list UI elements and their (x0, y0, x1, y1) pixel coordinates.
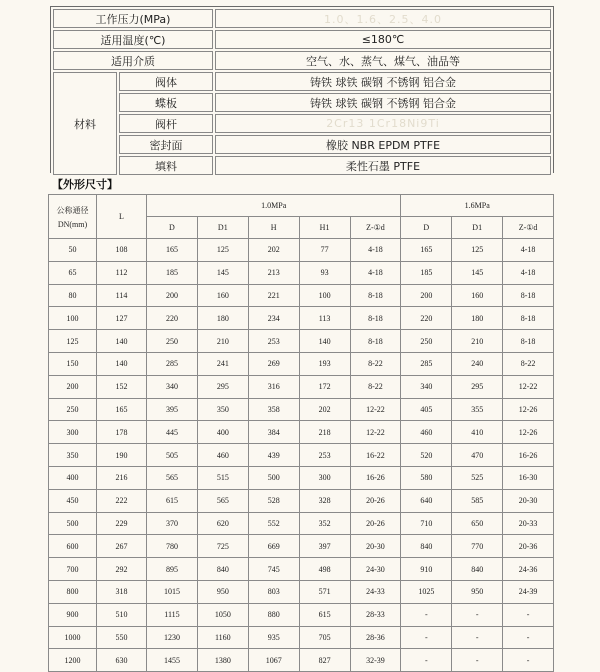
table-cell: 8-18 (503, 284, 554, 307)
dimension-table (48, 194, 554, 672)
table-row (49, 603, 554, 626)
table-cell: 20-36 (503, 535, 554, 558)
table-cell: 20-30 (350, 535, 401, 558)
table-cell: 1455 (147, 649, 198, 672)
table-cell: 28-36 (350, 626, 401, 649)
table-cell: 300 (299, 466, 350, 489)
table-cell: 370 (147, 512, 198, 535)
material-row (53, 114, 551, 133)
table-cell: 190 (97, 444, 147, 467)
table-cell: 328 (299, 489, 350, 512)
table-cell: 20-26 (350, 489, 401, 512)
pressure-group-2-header: 1.6MPa (401, 195, 554, 217)
table-cell: 114 (97, 284, 147, 307)
table-cell: 384 (248, 421, 299, 444)
table-cell: 565 (197, 489, 248, 512)
table-row (49, 261, 554, 284)
dimension-table-wrap (48, 194, 554, 672)
table-row (49, 330, 554, 353)
spec-value: 1.0、1.6、2.5、4.0 (215, 9, 551, 28)
table-cell: 669 (248, 535, 299, 558)
table-cell: 770 (452, 535, 503, 558)
table-cell: 24-33 (350, 580, 401, 603)
table-cell: 165 (401, 239, 452, 262)
table-cell: 250 (49, 398, 97, 421)
table-cell: 220 (401, 307, 452, 330)
table-cell: 218 (299, 421, 350, 444)
sub-header-1-2: H (248, 217, 299, 239)
table-cell: 395 (147, 398, 198, 421)
table-cell: 470 (452, 444, 503, 467)
table-cell: 220 (147, 307, 198, 330)
table-cell: 12-22 (350, 398, 401, 421)
table-cell: 705 (299, 626, 350, 649)
table-cell: 745 (248, 558, 299, 581)
table-cell: 397 (299, 535, 350, 558)
table-cell: 77 (299, 239, 350, 262)
table-cell: 165 (97, 398, 147, 421)
dn-unit-label: DN(mm) (57, 219, 88, 229)
table-cell: 550 (97, 626, 147, 649)
table-cell: 910 (401, 558, 452, 581)
table-cell: 193 (299, 352, 350, 375)
table-cell: 229 (97, 512, 147, 535)
table-cell: 405 (401, 398, 452, 421)
table-cell: 16-22 (350, 444, 401, 467)
table-cell: - (452, 626, 503, 649)
table-cell: - (452, 649, 503, 672)
table-cell: 580 (401, 466, 452, 489)
table-cell: 450 (49, 489, 97, 512)
table-cell: 515 (197, 466, 248, 489)
table-cell: 202 (248, 239, 299, 262)
table-cell: 200 (49, 375, 97, 398)
table-cell: 145 (452, 261, 503, 284)
table-cell: 12-22 (503, 375, 554, 398)
table-cell: 32-39 (350, 649, 401, 672)
dn-header-label: 公称通径 (56, 205, 89, 215)
table-row (49, 398, 554, 421)
table-cell: 505 (147, 444, 198, 467)
table-cell: 350 (49, 444, 97, 467)
material-value: 橡胶 NBR EPDM PTFE (215, 135, 551, 154)
table-cell: 185 (147, 261, 198, 284)
table-cell: 8-18 (350, 330, 401, 353)
spec-row (53, 51, 551, 70)
table-cell: 460 (401, 421, 452, 444)
sub-header-1-3: H1 (299, 217, 350, 239)
material-part: 密封面 (119, 135, 213, 154)
table-cell: 16-30 (503, 466, 554, 489)
table-cell: 113 (299, 307, 350, 330)
table-cell: 152 (97, 375, 147, 398)
table-cell: 178 (97, 421, 147, 444)
table-cell: 316 (248, 375, 299, 398)
table-cell: 8-22 (350, 375, 401, 398)
table-row (49, 626, 554, 649)
table-cell: 292 (97, 558, 147, 581)
table-cell: 439 (248, 444, 299, 467)
table-row (49, 649, 554, 672)
table-cell: 700 (49, 558, 97, 581)
table-cell: 213 (248, 261, 299, 284)
material-value: 柔性石墨 PTFE (215, 156, 551, 175)
table-cell: 165 (147, 239, 198, 262)
table-cell: 827 (299, 649, 350, 672)
table-cell: 500 (49, 512, 97, 535)
spec-table (51, 7, 553, 177)
table-row (49, 421, 554, 444)
spec-table-frame (50, 6, 554, 173)
table-cell: 108 (97, 239, 147, 262)
table-cell: - (401, 649, 452, 672)
table-cell: 800 (49, 580, 97, 603)
table-cell: 8-18 (350, 284, 401, 307)
table-cell: 1380 (197, 649, 248, 672)
material-row (53, 156, 551, 175)
table-cell: 840 (401, 535, 452, 558)
table-row (49, 466, 554, 489)
material-part: 阀体 (119, 72, 213, 91)
table-cell: 520 (401, 444, 452, 467)
table-cell: 400 (49, 466, 97, 489)
table-cell: 210 (197, 330, 248, 353)
section-title: 【外形尺寸】 (52, 178, 118, 191)
table-cell: 4-18 (503, 261, 554, 284)
material-value: 铸铁 球铁 碳钢 不锈钢 铝合金 (215, 72, 551, 91)
material-label: 材料 (53, 72, 117, 175)
material-row (53, 72, 551, 91)
spec-label: 适用介质 (53, 51, 213, 70)
table-cell: 112 (97, 261, 147, 284)
table-cell: 1067 (248, 649, 299, 672)
table-cell: 172 (299, 375, 350, 398)
table-row (49, 558, 554, 581)
table-cell: 4-18 (350, 239, 401, 262)
table-cell: 241 (197, 352, 248, 375)
table-cell: 24-39 (503, 580, 554, 603)
table-cell: 202 (299, 398, 350, 421)
table-cell: - (503, 649, 554, 672)
table-cell: 127 (97, 307, 147, 330)
table-cell: 80 (49, 284, 97, 307)
table-cell: 24-36 (503, 558, 554, 581)
table-cell: 710 (401, 512, 452, 535)
spec-value: 空气、水、蒸气、煤气、油品等 (215, 51, 551, 70)
table-cell: - (452, 603, 503, 626)
table-cell: 20-30 (503, 489, 554, 512)
material-value: 铸铁 球铁 碳钢 不锈钢 铝合金 (215, 93, 551, 112)
table-cell: 100 (299, 284, 350, 307)
table-cell: 615 (299, 603, 350, 626)
table-cell: 900 (49, 603, 97, 626)
table-row (49, 489, 554, 512)
table-cell: 150 (49, 352, 97, 375)
sub-header-2-2: Z-①d (503, 217, 554, 239)
table-cell: 350 (197, 398, 248, 421)
spec-value: ≤180℃ (215, 30, 551, 49)
table-row (49, 512, 554, 535)
table-cell: 180 (197, 307, 248, 330)
sub-header-1-1: D1 (197, 217, 248, 239)
table-cell: 140 (97, 352, 147, 375)
table-row (49, 352, 554, 375)
table-cell: - (401, 603, 452, 626)
table-cell: 222 (97, 489, 147, 512)
table-cell: 528 (248, 489, 299, 512)
spec-row (53, 30, 551, 49)
table-cell: 12-26 (503, 421, 554, 444)
table-cell: 585 (452, 489, 503, 512)
table-cell: 4-18 (503, 239, 554, 262)
table-cell: 355 (452, 398, 503, 421)
table-cell: 630 (97, 649, 147, 672)
table-cell: 571 (299, 580, 350, 603)
table-cell: 340 (147, 375, 198, 398)
table-cell: 160 (452, 284, 503, 307)
table-cell: 16-26 (503, 444, 554, 467)
table-cell: 725 (197, 535, 248, 558)
sub-header-1-0: D (147, 217, 198, 239)
spec-label: 工作压力(MPa) (53, 9, 213, 28)
table-cell: 221 (248, 284, 299, 307)
table-cell: 600 (49, 535, 97, 558)
table-cell: 295 (197, 375, 248, 398)
table-cell: 285 (401, 352, 452, 375)
table-cell: 24-30 (350, 558, 401, 581)
table-cell: 1025 (401, 580, 452, 603)
table-cell: 552 (248, 512, 299, 535)
table-cell: 240 (452, 352, 503, 375)
table-cell: 1160 (197, 626, 248, 649)
table-cell: 1115 (147, 603, 198, 626)
table-row (49, 239, 554, 262)
table-cell: 253 (299, 444, 350, 467)
material-part: 蝶板 (119, 93, 213, 112)
table-cell: 20-33 (503, 512, 554, 535)
table-cell: - (503, 603, 554, 626)
table-cell: 93 (299, 261, 350, 284)
table-cell: 500 (248, 466, 299, 489)
table-cell: 8-22 (503, 352, 554, 375)
table-cell: 8-18 (350, 307, 401, 330)
table-cell: 445 (147, 421, 198, 444)
sub-header-2-1: D1 (452, 217, 503, 239)
table-cell: 525 (452, 466, 503, 489)
table-cell: 840 (197, 558, 248, 581)
material-part: 阀杆 (119, 114, 213, 133)
material-part: 填料 (119, 156, 213, 175)
table-cell: 1000 (49, 626, 97, 649)
table-cell: 352 (299, 512, 350, 535)
table-cell: 400 (197, 421, 248, 444)
table-cell: 840 (452, 558, 503, 581)
table-cell: 200 (401, 284, 452, 307)
table-row (49, 535, 554, 558)
table-cell: 100 (49, 307, 97, 330)
table-cell: 180 (452, 307, 503, 330)
table-cell: 8-22 (350, 352, 401, 375)
sub-header-1-4: Z-①d (350, 217, 401, 239)
table-cell: 28-33 (350, 603, 401, 626)
table-cell: 950 (197, 580, 248, 603)
table-cell: 250 (147, 330, 198, 353)
table-cell: 935 (248, 626, 299, 649)
table-cell: 140 (97, 330, 147, 353)
table-cell: 4-18 (350, 261, 401, 284)
table-cell: - (503, 626, 554, 649)
table-cell: 200 (147, 284, 198, 307)
material-row (53, 93, 551, 112)
table-cell: 318 (97, 580, 147, 603)
table-cell: 140 (299, 330, 350, 353)
table-cell: 253 (248, 330, 299, 353)
spec-label: 适用温度(℃) (53, 30, 213, 49)
table-cell: 16-26 (350, 466, 401, 489)
table-cell: 285 (147, 352, 198, 375)
table-cell: 12-26 (503, 398, 554, 421)
table-cell: 210 (452, 330, 503, 353)
table-row (49, 375, 554, 398)
table-cell: 216 (97, 466, 147, 489)
sub-header-2-0: D (401, 217, 452, 239)
table-cell: 620 (197, 512, 248, 535)
table-cell: 615 (147, 489, 198, 512)
table-cell: 510 (97, 603, 147, 626)
table-cell: 125 (49, 330, 97, 353)
table-cell: 358 (248, 398, 299, 421)
table-cell: 950 (452, 580, 503, 603)
l-header: L (97, 195, 147, 239)
table-cell: - (401, 626, 452, 649)
table-cell: 803 (248, 580, 299, 603)
table-cell: 295 (452, 375, 503, 398)
table-cell: 1200 (49, 649, 97, 672)
table-cell: 1230 (147, 626, 198, 649)
table-cell: 50 (49, 239, 97, 262)
table-cell: 12-22 (350, 421, 401, 444)
table-cell: 1015 (147, 580, 198, 603)
table-cell: 145 (197, 261, 248, 284)
table-cell: 160 (197, 284, 248, 307)
table-cell: 880 (248, 603, 299, 626)
table-row (49, 284, 554, 307)
table-cell: 895 (147, 558, 198, 581)
table-cell: 185 (401, 261, 452, 284)
table-cell: 340 (401, 375, 452, 398)
table-cell: 640 (401, 489, 452, 512)
pressure-group-1-header: 1.0MPa (147, 195, 401, 217)
table-cell: 65 (49, 261, 97, 284)
table-cell: 125 (452, 239, 503, 262)
table-cell: 650 (452, 512, 503, 535)
table-cell: 410 (452, 421, 503, 444)
table-cell: 780 (147, 535, 198, 558)
table-cell: 460 (197, 444, 248, 467)
table-cell: 267 (97, 535, 147, 558)
table-cell: 300 (49, 421, 97, 444)
table-cell: 498 (299, 558, 350, 581)
spec-row (53, 9, 551, 28)
table-row (49, 307, 554, 330)
table-cell: 234 (248, 307, 299, 330)
dn-header (49, 195, 97, 239)
table-cell: 125 (197, 239, 248, 262)
table-cell: 250 (401, 330, 452, 353)
table-cell: 565 (147, 466, 198, 489)
table-cell: 20-26 (350, 512, 401, 535)
material-row (53, 135, 551, 154)
table-cell: 8-18 (503, 330, 554, 353)
table-cell: 269 (248, 352, 299, 375)
table-cell: 8-18 (503, 307, 554, 330)
table-row (49, 444, 554, 467)
table-cell: 1050 (197, 603, 248, 626)
material-value: 2Cr13 1Cr18Ni9Ti (215, 114, 551, 133)
